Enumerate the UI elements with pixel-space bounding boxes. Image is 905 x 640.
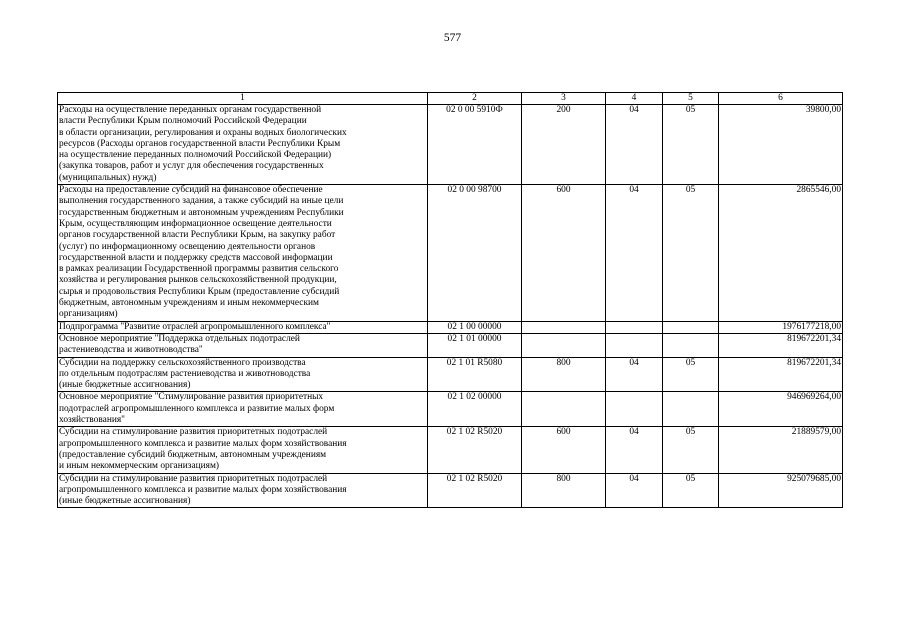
table-header-row bbox=[58, 93, 843, 105]
row-subsection: 05 bbox=[663, 427, 719, 473]
row-target-code: 02 0 00 98700 bbox=[428, 185, 522, 322]
budget-table bbox=[57, 92, 843, 508]
column-header-code: 2 bbox=[428, 93, 522, 105]
column-header-amount: 6 bbox=[719, 93, 843, 105]
row-section bbox=[606, 321, 663, 333]
row-expense-type: 200 bbox=[522, 105, 606, 185]
row-subsection: 05 bbox=[663, 357, 719, 392]
row-amount: 819672201,34 bbox=[719, 333, 843, 357]
row-subsection bbox=[663, 392, 719, 427]
column-header-name: 1 bbox=[58, 93, 428, 105]
row-target-code: 02 1 00 00000 bbox=[428, 321, 522, 333]
row-subsection: 05 bbox=[663, 473, 719, 508]
row-target-code: 02 1 01 R5080 bbox=[428, 357, 522, 392]
row-amount: 946969264,00 bbox=[719, 392, 843, 427]
row-subsection: 05 bbox=[663, 105, 719, 185]
table-row bbox=[58, 105, 843, 185]
row-section: 04 bbox=[606, 185, 663, 322]
table-row bbox=[58, 321, 843, 333]
row-section bbox=[606, 333, 663, 357]
row-description: Субсидии на стимулирование развития приоритетных подотраслей агропромышленного комплекса и развитие малых форм хозяйствования (предоставление субсидий бюджетным, автономным учреждениям и иным некоммерческим организациям) bbox=[58, 427, 428, 473]
row-section: 04 bbox=[606, 357, 663, 392]
table-row bbox=[58, 357, 843, 392]
table-row bbox=[58, 185, 843, 322]
row-target-code: 02 0 00 5910Ф bbox=[428, 105, 522, 185]
row-expense-type bbox=[522, 392, 606, 427]
row-section: 04 bbox=[606, 105, 663, 185]
row-description: Основное мероприятие "Поддержка отдельных подотраслей растениеводства и животноводства" bbox=[58, 333, 428, 357]
row-expense-type bbox=[522, 333, 606, 357]
row-expense-type: 800 bbox=[522, 357, 606, 392]
row-expense-type bbox=[522, 321, 606, 333]
table-row bbox=[58, 427, 843, 473]
table-row bbox=[58, 333, 843, 357]
row-section bbox=[606, 392, 663, 427]
row-amount: 21889579,00 bbox=[719, 427, 843, 473]
row-description: Субсидии на поддержку сельскохозяйственного производства по отдельным подотраслям растениеводства и животноводства (иные бюджетные ассигнования) bbox=[58, 357, 428, 392]
row-amount: 1976177218,00 bbox=[719, 321, 843, 333]
row-target-code: 02 1 02 R5020 bbox=[428, 473, 522, 508]
column-header-type: 3 bbox=[522, 93, 606, 105]
page-number: 577 bbox=[443, 32, 462, 44]
row-amount: 925079685,00 bbox=[719, 473, 843, 508]
row-description: Подпрограмма "Развитие отраслей агропромышленного комплекса" bbox=[58, 321, 428, 333]
table-row bbox=[58, 392, 843, 427]
row-amount: 39800,00 bbox=[719, 105, 843, 185]
row-target-code: 02 1 01 00000 bbox=[428, 333, 522, 357]
row-expense-type: 800 bbox=[522, 473, 606, 508]
column-header-subsection: 5 bbox=[663, 93, 719, 105]
row-description: Основное мероприятие "Стимулирование развития приоритетных подотраслей агропромышленного комплекса и развитие малых форм хозяйствования" bbox=[58, 392, 428, 427]
row-subsection bbox=[663, 321, 719, 333]
row-subsection: 05 bbox=[663, 185, 719, 322]
table-row bbox=[58, 473, 843, 508]
column-header-section: 4 bbox=[606, 93, 663, 105]
row-expense-type: 600 bbox=[522, 427, 606, 473]
row-section: 04 bbox=[606, 427, 663, 473]
row-amount: 819672201,34 bbox=[719, 357, 843, 392]
row-expense-type: 600 bbox=[522, 185, 606, 322]
row-section: 04 bbox=[606, 473, 663, 508]
row-description: Субсидии на стимулирование развития приоритетных подотраслей агропромышленного комплекса и развитие малых форм хозяйствования (иные бюджетные ассигнования) bbox=[58, 473, 428, 508]
row-target-code: 02 1 02 00000 bbox=[428, 392, 522, 427]
row-subsection bbox=[663, 333, 719, 357]
row-target-code: 02 1 02 R5020 bbox=[428, 427, 522, 473]
row-description: Расходы на осуществление переданных органам государственной власти Республики Крым полномочий Российской Федерации в области организации, регулирования и охраны водных биологических ресурсов (Расходы органов государственной власти Республики Крым на осуществление переданных полномочий Российской Федерации) (закупка товаров, работ и услуг для обеспечения государственных (муниципальных) нужд) bbox=[58, 105, 428, 185]
row-amount: 2865546,00 bbox=[719, 185, 843, 322]
row-description: Расходы на предоставление субсидий на финансовое обеспечение выполнения государственного задания, а также субсидий на иные цели государственным бюджетным и автономным учреждениям Республики Крым, осуществляющим информационное освещение деятельности органов государственной власти Республики Крым, на закупку работ (услуг) по информационному освещению деятельности органов государственной власти и поддержку средств массовой информации в рамках реализации Государственной программы развития сельского хозяйства и регулирования рынков сельскохозяйственной продукции, сырья и продовольствия Республики Крым (предоставление субсидий бюджетным, автономным учреждениям и иным некоммерческим организациям) bbox=[58, 185, 428, 322]
table-body bbox=[58, 105, 843, 508]
